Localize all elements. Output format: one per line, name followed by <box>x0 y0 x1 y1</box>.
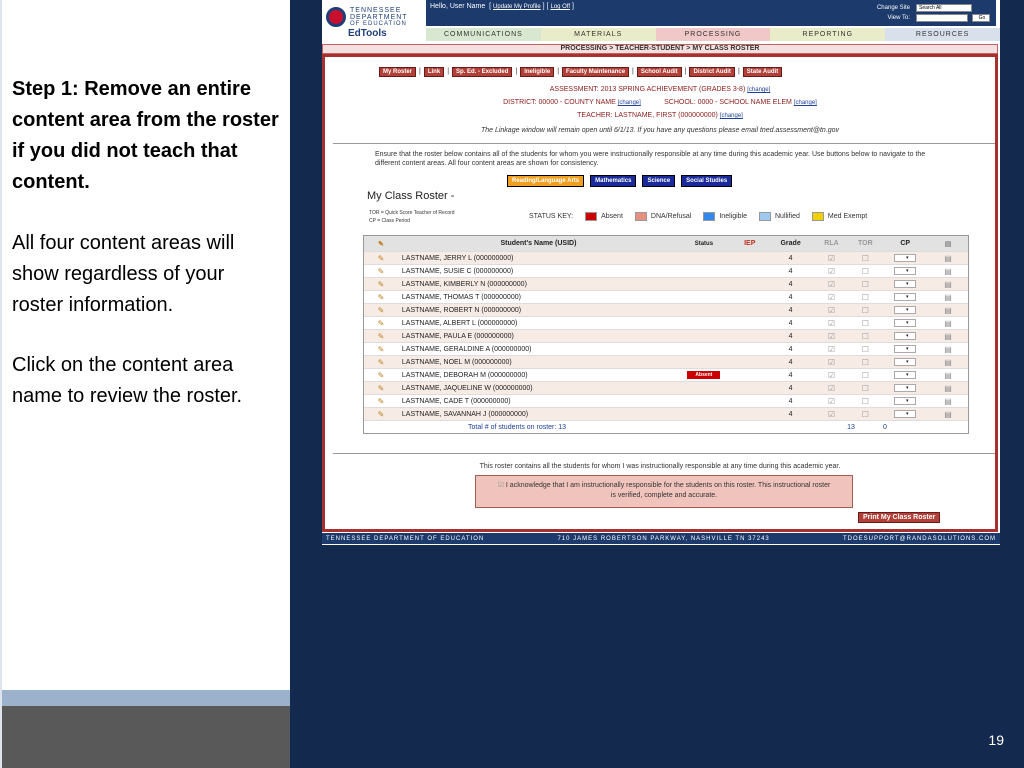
row-save-icon[interactable]: ▤ <box>944 409 952 419</box>
dept-address: 710 JAMES ROBERTSON PARKWAY, NASHVILLE TN 37243 <box>557 535 770 542</box>
table-header <box>364 236 968 252</box>
tor-checkbox[interactable]: ☐ <box>861 396 869 406</box>
acknowledge-box <box>475 475 853 508</box>
student-name: LASTNAME, ROBERT N (000000000) <box>401 306 522 314</box>
ineligible-swatch <box>703 212 715 221</box>
cp-select[interactable]: ▾ <box>882 397 928 406</box>
cp-select[interactable]: ▾ <box>882 345 928 354</box>
edit-pencil-icon[interactable]: ✎ <box>377 409 385 419</box>
edit-pencil-icon[interactable]: ✎ <box>377 344 385 354</box>
student-name: LASTNAME, SAVANNAH J (000000000) <box>401 410 529 418</box>
row-save-icon[interactable]: ▤ <box>944 383 952 393</box>
nav-materials[interactable]: MATERIALS <box>541 28 656 41</box>
edit-pencil-icon[interactable]: ✎ <box>377 318 385 328</box>
row-save-icon[interactable]: ▤ <box>944 318 952 328</box>
logo-line: TENNESSEE <box>350 7 402 14</box>
support-email[interactable]: TDOESUPPORT@RANDASOLUTIONS.COM <box>842 535 996 542</box>
total-rla: 13 <box>847 423 855 431</box>
cp-legend: CP = Class Period <box>369 218 410 224</box>
nav-communications[interactable]: COMMUNICATIONS <box>426 28 541 41</box>
edit-pencil-icon[interactable]: ✎ <box>377 331 385 341</box>
district-audit-button[interactable]: District Audit <box>689 67 734 77</box>
student-grade: 4 <box>788 371 793 379</box>
ineligible-button[interactable]: Ineligible <box>520 67 554 77</box>
edit-pencil-icon[interactable]: ✎ <box>377 253 385 263</box>
table-row <box>364 317 968 330</box>
nullified-swatch <box>759 212 771 221</box>
edtools-label: EdTools <box>348 28 387 39</box>
assessment-line <box>325 86 995 93</box>
cp-select[interactable]: ▾ <box>882 280 928 289</box>
logo-line: OF EDUCATION <box>350 21 407 27</box>
col-tor: TOR <box>858 240 873 247</box>
greeting: Hello, User Name <box>430 3 486 10</box>
student-name: LASTNAME, PAULA E (000000000) <box>401 332 514 340</box>
cp-select[interactable]: ▾ <box>882 358 928 367</box>
abbrev-legend <box>369 209 455 225</box>
tn-doe-logo[interactable] <box>326 4 424 38</box>
tor-checkbox[interactable]: ☐ <box>861 266 869 276</box>
edit-pencil-icon[interactable]: ✎ <box>377 357 385 367</box>
rla-checkbox[interactable]: ☑ <box>827 331 836 341</box>
page-number: 19 <box>988 732 1004 748</box>
table-row <box>364 252 968 265</box>
edit-pencil-icon[interactable]: ✎ <box>377 370 385 380</box>
student-grade: 4 <box>788 267 793 275</box>
cp-select[interactable]: ▾ <box>882 371 928 380</box>
content-social-studies-button[interactable]: Social Studies <box>681 175 732 187</box>
tor-checkbox[interactable]: ☐ <box>861 370 869 380</box>
change-site-label: Change Site <box>876 5 910 11</box>
table-row <box>364 278 968 291</box>
footer-stripe <box>2 690 292 706</box>
med-exempt-swatch <box>812 212 824 221</box>
change-site-select[interactable]: Search All <box>916 4 972 12</box>
row-save-icon[interactable]: ▤ <box>944 292 952 302</box>
student-name: LASTNAME, ALBERT L (000000000) <box>401 319 518 327</box>
student-grade: 4 <box>788 280 793 288</box>
cp-select[interactable]: ▾ <box>882 319 928 328</box>
footer-band <box>2 706 292 768</box>
key-dna: DNA/Refusal <box>650 213 692 220</box>
col-cp: CP <box>900 240 911 247</box>
click-instruction: Click on the content area name to review the roster. <box>12 354 243 407</box>
student-name: LASTNAME, DEBORAH M (000000000) <box>401 371 528 379</box>
change-assessment-link[interactable]: [change] <box>747 87 771 93</box>
nav-reporting[interactable]: REPORTING <box>770 28 885 41</box>
school-text: SCHOOL: 0000 - SCHOOL NAME ELEM <box>664 99 792 106</box>
edtools-screenshot <box>322 0 1000 545</box>
tor-checkbox[interactable]: ☐ <box>861 344 869 354</box>
table-row <box>364 356 968 369</box>
total-tor: 0 <box>883 423 887 431</box>
tor-checkbox[interactable]: ☐ <box>861 305 869 315</box>
divider <box>333 143 995 144</box>
status-key <box>529 212 867 221</box>
rla-checkbox[interactable]: ☑ <box>827 357 836 367</box>
tor-checkbox[interactable]: ☐ <box>861 279 869 289</box>
absent-badge: Absent <box>687 371 720 379</box>
col-grade: Grade <box>780 240 801 247</box>
row-save-icon[interactable]: ▤ <box>944 253 952 263</box>
row-save-icon[interactable]: ▤ <box>944 370 952 380</box>
student-grade: 4 <box>788 306 793 314</box>
logo-line: DEPARTMENT <box>350 14 408 21</box>
edit-pencil-icon[interactable]: ✎ <box>377 266 385 276</box>
col-student-name: Student's Name (USID) <box>500 240 577 247</box>
dna-swatch <box>635 212 647 221</box>
linkage-note: The Linkage window will remain open until 6/1/13. If you have any questions please email tned.assessment@tn.gov <box>480 127 840 134</box>
ensure-text: Ensure that the roster below contains all of the students for whom you were instructionally responsible at any time during this academic year. Use buttons below to navigate to the different content areas. All four content areas are shown for consistency. <box>375 151 926 167</box>
tor-checkbox[interactable]: ☐ <box>861 383 869 393</box>
cp-select[interactable]: ▾ <box>882 306 928 315</box>
row-save-icon[interactable]: ▤ <box>944 305 952 315</box>
user-bar: Hello, User Name [ Update My Profile ] [ Log Off ] <box>426 0 840 26</box>
edit-pencil-icon[interactable]: ✎ <box>377 383 385 393</box>
student-name: LASTNAME, GERALDINE A (000000000) <box>401 345 532 353</box>
acknowledge-text: I acknowledge that I am instructionally responsible for the students on this roster. This instructional roster is verified, complete and accurate. <box>505 482 831 499</box>
view-to-label: View To: <box>887 15 910 21</box>
cp-select[interactable]: ▾ <box>882 384 928 393</box>
table-row <box>364 382 968 395</box>
assessment-text: ASSESSMENT: 2013 SPRING ACHIEVEMENT (GRADES 3-8) <box>549 86 746 93</box>
student-grade: 4 <box>788 345 793 353</box>
student-grade: 4 <box>788 254 793 262</box>
log-off-link[interactable]: Log Off <box>550 4 571 10</box>
school-audit-button[interactable]: School Audit <box>637 67 682 77</box>
update-profile-link[interactable]: Update My Profile <box>493 4 541 10</box>
table-body <box>364 252 968 421</box>
rla-checkbox[interactable]: ☑ <box>827 279 836 289</box>
row-save-icon[interactable]: ▤ <box>944 279 952 289</box>
student-name: LASTNAME, JAQUELINE W (000000000) <box>401 384 533 392</box>
student-grade: 4 <box>788 358 793 366</box>
student-name: LASTNAME, KIMBERLY N (000000000) <box>401 280 527 288</box>
content-math-button[interactable]: Mathematics <box>590 175 636 187</box>
cp-select[interactable]: ▾ <box>882 293 928 302</box>
main-nav <box>426 28 1000 41</box>
divider <box>333 453 995 454</box>
roster-title: My Class Roster - <box>367 190 455 202</box>
link-button[interactable]: Link <box>424 67 444 77</box>
slide-text-panel <box>0 0 290 768</box>
content-rla-button[interactable]: Reading/Language Arts <box>507 175 584 187</box>
rla-checkbox[interactable]: ☑ <box>827 292 836 302</box>
key-nullified: Nullified <box>775 213 800 220</box>
student-grade: 4 <box>788 384 793 392</box>
student-grade: 4 <box>788 332 793 340</box>
student-grade: 4 <box>788 397 793 405</box>
my-roster-button[interactable]: My Roster <box>379 67 416 77</box>
content-areas-note: All four content areas will show regardless of your roster information. <box>12 232 235 316</box>
print-roster-button[interactable]: Print My Class Roster <box>858 512 940 523</box>
col-rla: RLA <box>824 240 839 247</box>
state-audit-button[interactable]: State Audit <box>743 67 782 77</box>
student-name: LASTNAME, JERRY L (000000000) <box>401 254 514 262</box>
table-row <box>364 343 968 356</box>
edit-pencil-icon[interactable]: ✎ <box>377 292 385 302</box>
tor-checkbox[interactable]: ☐ <box>861 318 869 328</box>
student-grade: 4 <box>788 410 793 418</box>
save-icon[interactable]: ▤ <box>944 240 952 248</box>
student-name: LASTNAME, CADE T (000000000) <box>401 397 511 405</box>
tn-seal-icon <box>326 7 346 27</box>
change-district-link[interactable]: [change] <box>617 100 641 106</box>
step-heading: Step 1: Remove an entire content area from the roster if you did not teach that content. <box>12 78 279 193</box>
breadcrumb: PROCESSING > TEACHER-STUDENT > MY CLASS ROSTER <box>322 44 998 54</box>
edit-pencil-icon[interactable]: ✎ <box>377 305 385 315</box>
table-row <box>364 408 968 421</box>
col-status: Status <box>694 240 714 247</box>
rla-checkbox[interactable]: ☑ <box>827 370 836 380</box>
row-save-icon[interactable]: ▤ <box>944 266 952 276</box>
roster-toolbar: My Roster | Link | Sp. Ed. - Excluded | Ineligible | Faculty Maintenance | School Audit | District Audit | State Audit <box>379 67 782 77</box>
sped-excluded-button[interactable]: Sp. Ed. - Excluded <box>452 67 512 77</box>
dept-name: TENNESSEE DEPARTMENT OF EDUCATION <box>326 535 485 542</box>
page-footer <box>322 533 1000 544</box>
row-save-icon[interactable]: ▤ <box>944 331 952 341</box>
site-selector <box>840 0 996 26</box>
table-row <box>364 291 968 304</box>
content-area-buttons <box>507 175 732 187</box>
cp-select[interactable]: ▾ <box>882 254 928 263</box>
roster-statement: This roster contains all the students for whom I was instructionally responsible at any time during this academic year. <box>479 463 841 470</box>
edit-pencil-icon[interactable]: ✎ <box>377 396 385 406</box>
tor-checkbox[interactable]: ☐ <box>861 253 869 263</box>
content-science-button[interactable]: Science <box>642 175 675 187</box>
key-absent: Absent <box>601 213 623 220</box>
cp-select[interactable]: ▾ <box>882 410 928 419</box>
pencil-icon: ✎ <box>378 240 384 248</box>
nav-processing[interactable]: PROCESSING <box>656 28 771 41</box>
row-save-icon[interactable]: ▤ <box>944 396 952 406</box>
table-row <box>364 369 968 382</box>
student-name: LASTNAME, NOEL M (000000000) <box>401 358 512 366</box>
student-name: LASTNAME, THOMAS T (000000000) <box>401 293 521 301</box>
total-label: Total # of students on roster: 13 <box>468 423 567 431</box>
table-row <box>364 304 968 317</box>
cp-select[interactable]: ▾ <box>882 267 928 276</box>
table-row <box>364 395 968 408</box>
rla-checkbox[interactable]: ☑ <box>827 266 836 276</box>
table-row <box>364 330 968 343</box>
go-button[interactable]: Go <box>972 14 990 22</box>
rla-checkbox[interactable]: ☑ <box>827 344 836 354</box>
teacher-text: TEACHER: LASTNAME, FIRST (000000000) <box>577 112 718 119</box>
tor-checkbox[interactable]: ☐ <box>861 292 869 302</box>
tor-checkbox[interactable]: ☐ <box>861 331 869 341</box>
col-iep: IEP <box>744 240 756 247</box>
rla-checkbox[interactable]: ☑ <box>827 318 836 328</box>
nav-resources[interactable]: RESOURCES <box>885 28 1000 41</box>
district-text: DISTRICT: 00000 - COUNTY NAME <box>503 99 616 106</box>
teacher-line <box>325 112 995 119</box>
district-school-line <box>325 99 995 106</box>
key-med-exempt: Med Exempt <box>827 213 868 220</box>
absent-swatch <box>585 212 597 221</box>
acknowledge-checkbox[interactable]: ☑ <box>497 482 504 489</box>
row-save-icon[interactable]: ▤ <box>944 344 952 354</box>
status-key-label: STATUS KEY: <box>529 213 574 220</box>
tor-checkbox[interactable]: ☐ <box>861 409 869 419</box>
rla-checkbox[interactable]: ☑ <box>827 396 836 406</box>
roster-panel <box>322 54 998 532</box>
key-ineligible: Ineligible <box>719 213 747 220</box>
student-name: LASTNAME, SUSIE C (000000000) <box>401 267 514 275</box>
cp-select[interactable]: ▾ <box>882 332 928 341</box>
roster-table <box>363 235 969 434</box>
rla-checkbox[interactable]: ☑ <box>827 409 836 419</box>
rla-checkbox[interactable]: ☑ <box>827 383 836 393</box>
view-to-input[interactable] <box>916 14 968 22</box>
student-grade: 4 <box>788 319 793 327</box>
faculty-maintenance-button[interactable]: Faculty Maintenance <box>562 67 629 77</box>
student-grade: 4 <box>788 293 793 301</box>
total-row <box>364 421 968 433</box>
rla-checkbox[interactable]: ☑ <box>827 305 836 315</box>
change-school-link[interactable]: [change] <box>793 100 817 106</box>
tor-legend: TOR = Quick Score Teacher of Record <box>369 210 455 216</box>
row-save-icon[interactable]: ▤ <box>944 357 952 367</box>
tor-checkbox[interactable]: ☐ <box>861 357 869 367</box>
rla-checkbox[interactable]: ☑ <box>827 253 836 263</box>
change-teacher-link[interactable]: [change] <box>719 113 743 119</box>
edit-pencil-icon[interactable]: ✎ <box>377 279 385 289</box>
student-status <box>675 372 733 378</box>
table-row <box>364 265 968 278</box>
